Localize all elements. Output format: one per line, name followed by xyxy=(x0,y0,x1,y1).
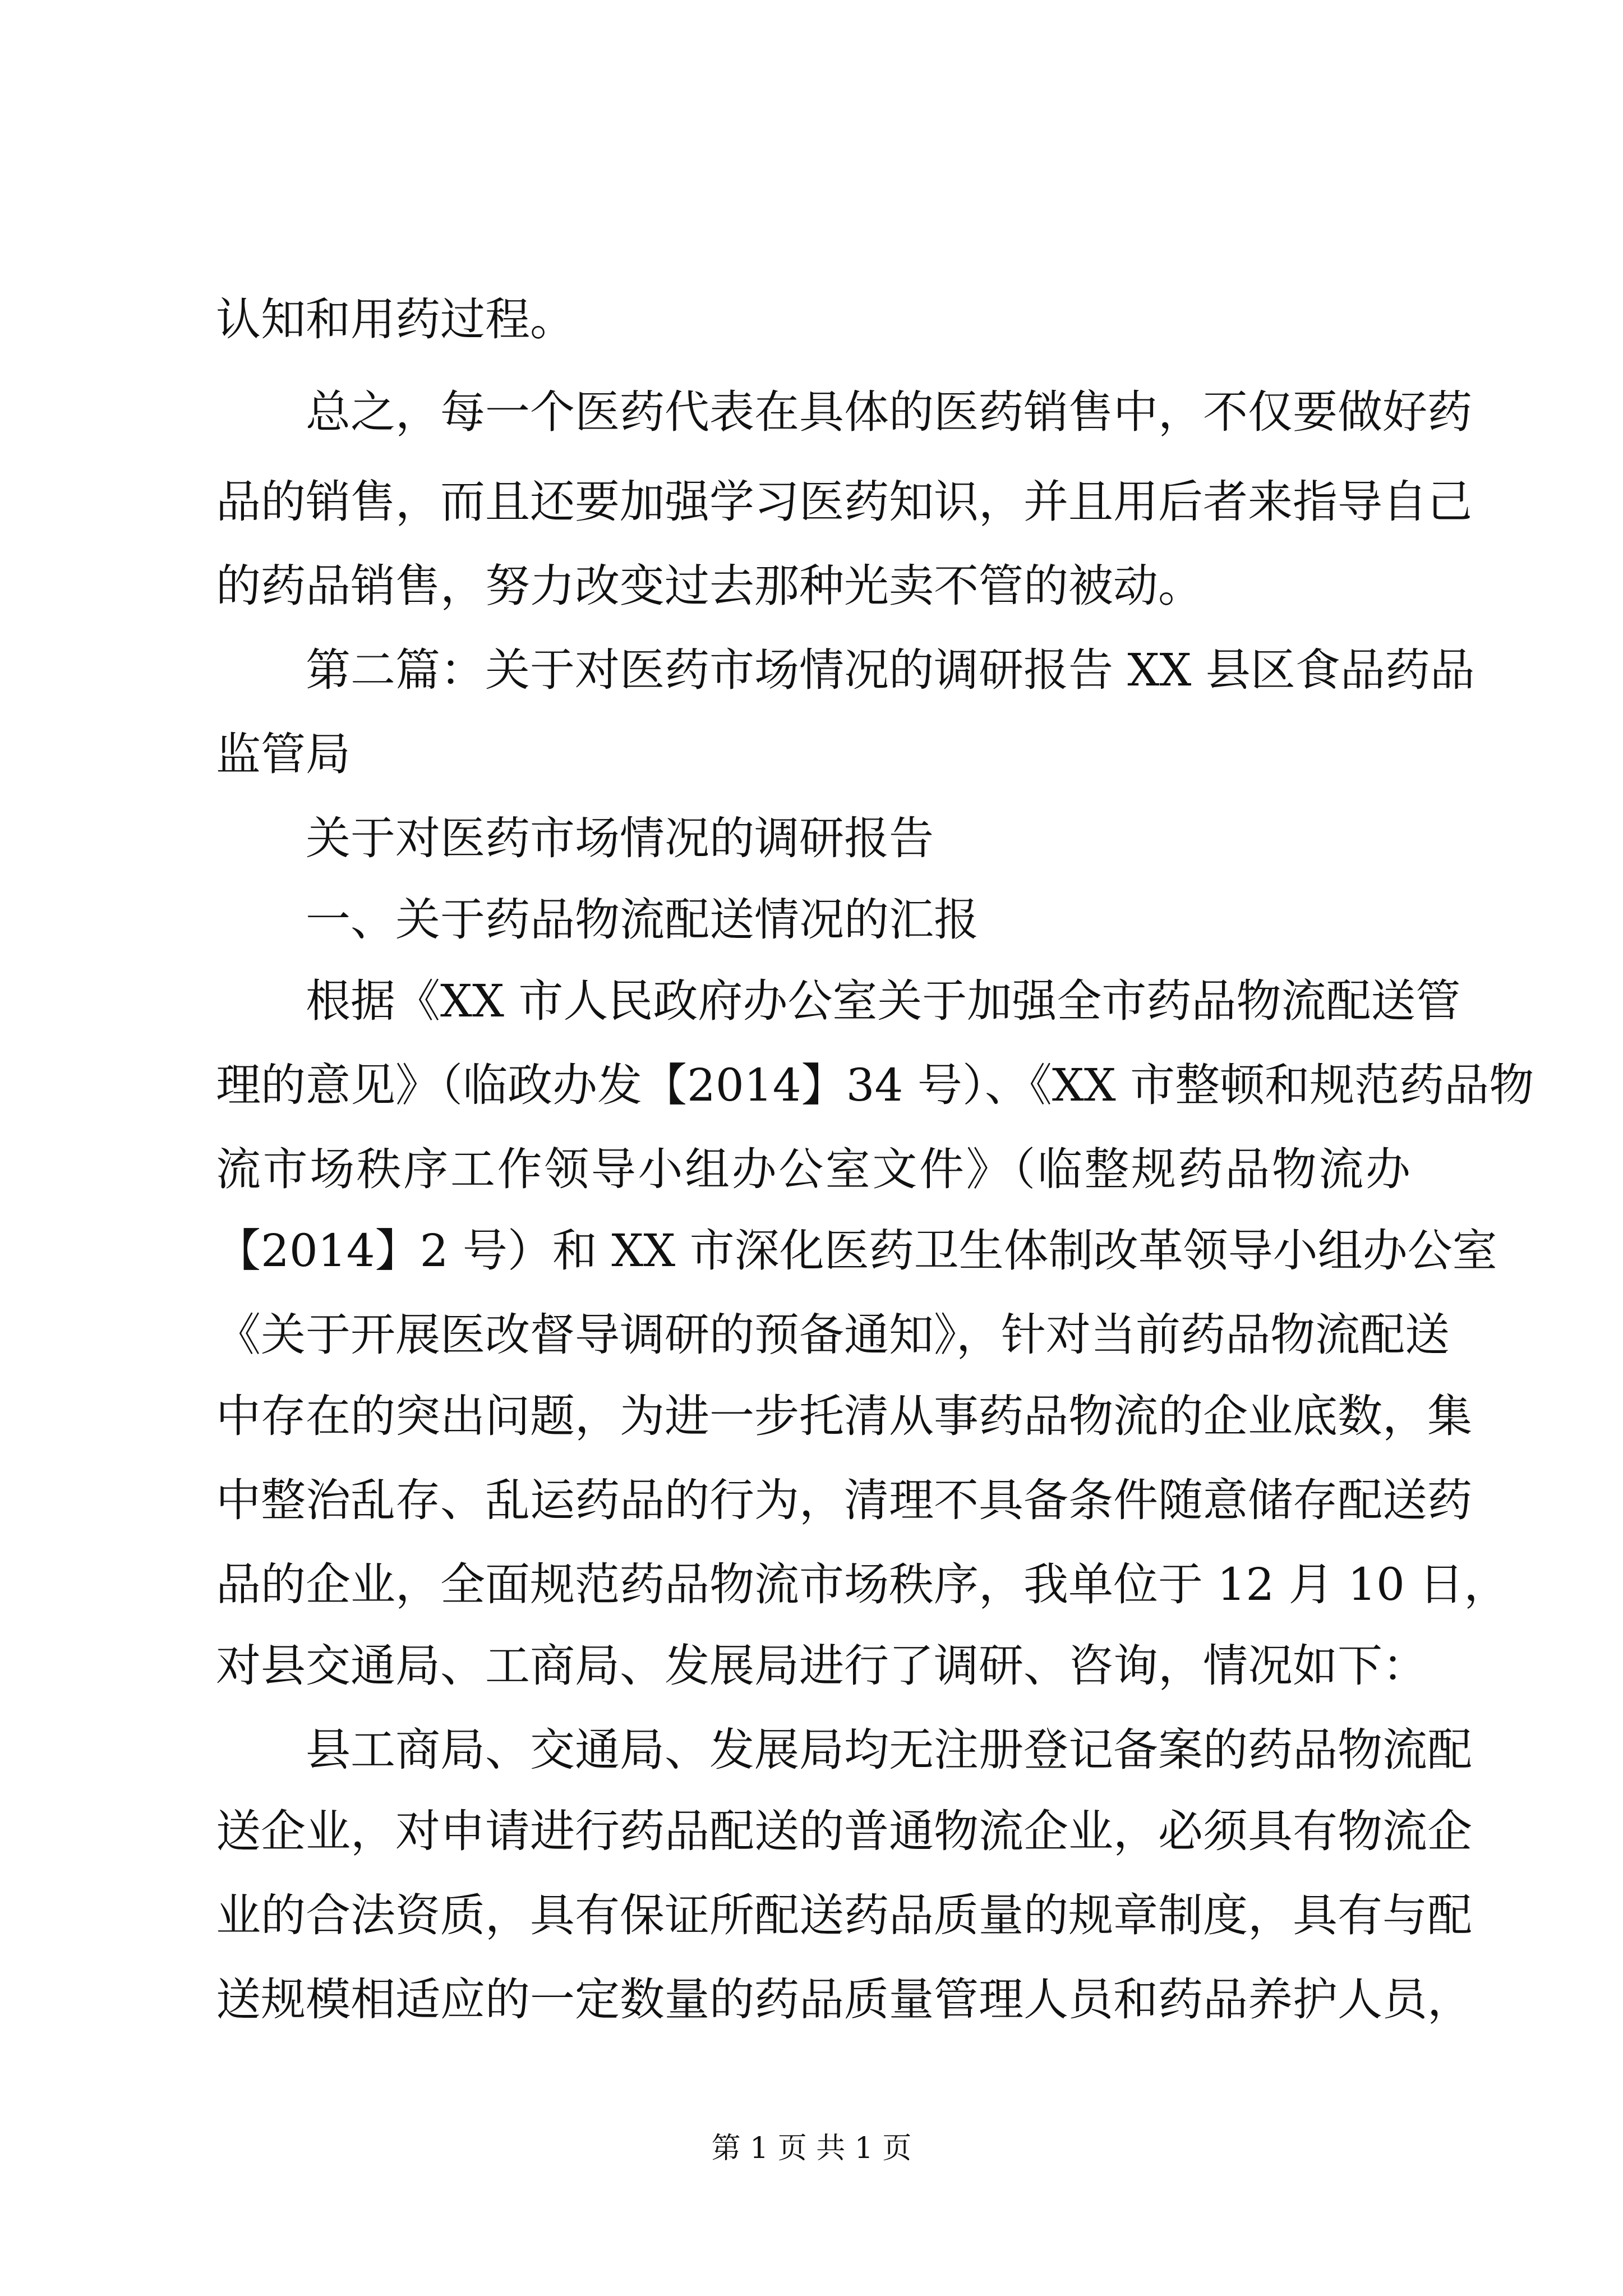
text-line: 对县交通局、工商局、发展局进行了调研、咨询，情况如下： xyxy=(216,1640,1427,1692)
text-line: 流市场秩序工作领导小组办公室文件》（临整规药品物流办 xyxy=(216,1143,1410,1195)
text-line: 根据《XX 市人民政府办公室关于加强全市药品物流配送管 xyxy=(306,975,1461,1027)
text-line: 《关于开展医改督导调研的预备通知》，针对当前药品物流配送 xyxy=(216,1309,1450,1361)
text-line: 业的合法资质，具有保证所配送药品质量的规章制度，具有与配 xyxy=(216,1889,1472,1941)
text-line: 中整治乱存、乱运药品的行为，清理不具备条件随意储存配送药 xyxy=(216,1474,1472,1526)
text-line: 一、关于药品物流配送情况的汇报 xyxy=(306,894,979,946)
text-line: 中存在的突出问题，为进一步托清从事药品物流的企业底数，集 xyxy=(216,1390,1472,1442)
text-line: 品的企业，全面规范药品物流市场秩序，我单位于 12 月 10 日， xyxy=(216,1558,1509,1611)
text-line: 认知和用药过程。 xyxy=(216,293,575,346)
text-line: 送企业，对申请进行药品配送的普通物流企业，必须具有物流企 xyxy=(216,1805,1472,1857)
text-line: 总之，每一个医药代表在具体的医药销售中，不仅要做好药 xyxy=(306,386,1472,438)
text-line: 送规模相适应的一定数量的药品质量管理人员和药品养护人员， xyxy=(216,1973,1472,2026)
text-line: 理的意见》（临政办发【2014】34 号）、《XX 市整顿和规范药品物 xyxy=(216,1059,1534,1111)
text-line: 关于对医药市场情况的调研报告 xyxy=(306,812,934,864)
page-footer: 第 1 页 共 1 页 xyxy=(711,2132,912,2165)
text-line: 的药品销售，努力改变过去那种光卖不管的被动。 xyxy=(216,560,1203,612)
text-line: 县工商局、交通局、发展局均无注册登记备案的药品物流配 xyxy=(306,1724,1472,1776)
text-line: 监管局 xyxy=(216,728,351,780)
text-line: 品的销售，而且还要加强学习医药知识，并且用后者来指导自己 xyxy=(216,476,1472,528)
text-line: 第二篇：关于对医药市场情况的调研报告 XX 县区食品药品 xyxy=(306,644,1475,696)
text-line: 【2014】2 号）和 XX 市深化医药卫生体制改革领导小组办公室 xyxy=(216,1225,1497,1277)
